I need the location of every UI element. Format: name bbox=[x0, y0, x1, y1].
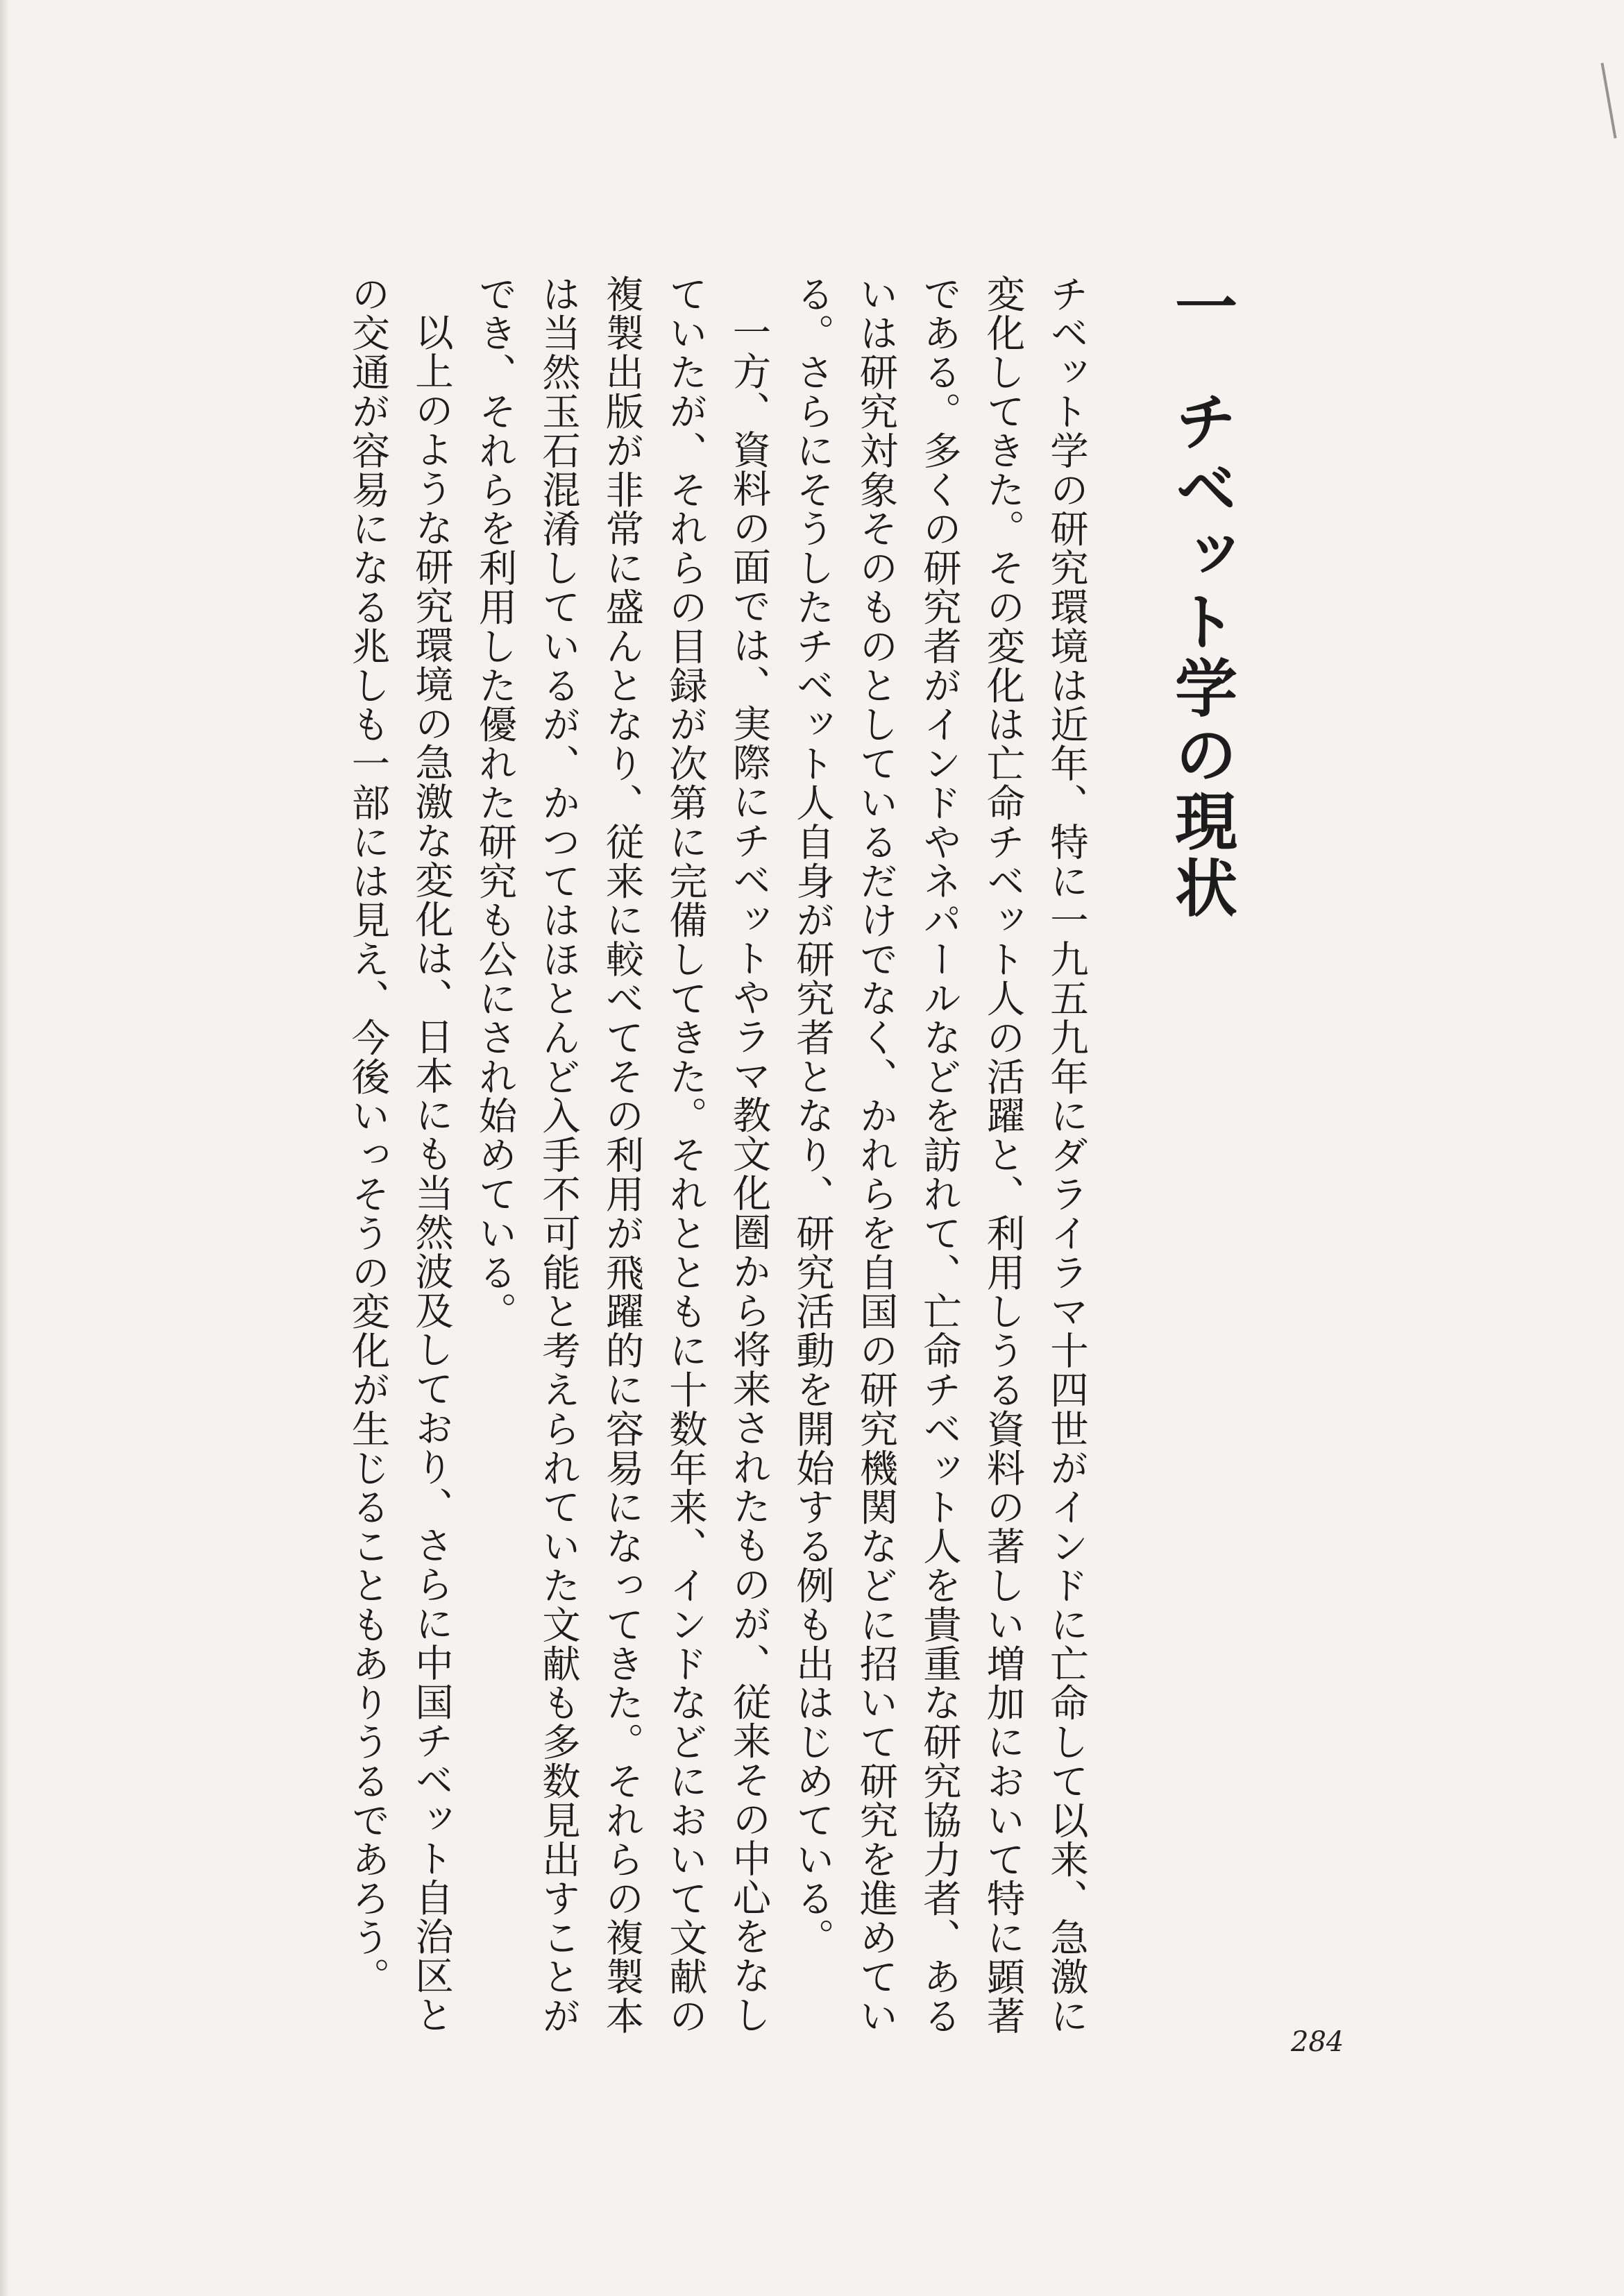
page-binding-edge bbox=[0, 0, 10, 2296]
paragraph-3: 以上のような研究環境の急激な変化は、日本にも当然波及しており、さらに中国チベット自治区との交通が容易になる兆しも一部には見え、今後いっそうの変化が生じることもありうるであろう。 bbox=[344, 274, 452, 2034]
section-title: チベット学の現状 bbox=[1164, 389, 1237, 922]
paragraph-2: 一方、資料の面では、実際にチベットやラマ教文化圏から将来されたものが、従来その中心をなしていたが、それらの目録が次第に完備してきた。それとともに十数年来、インドなどにおいて文献の複製出版が非常に盛んとなり、従来に較べてその利用が飛躍的に容易になってきた。それらの複製本は当然玉石混淆しているが、かつてはほとんど入手不可能と考えられていた文献も多数見出すことができ、それらを利用した優れた研究も公にされ始めている。 bbox=[471, 274, 770, 2035]
page-number: 284 bbox=[1291, 2026, 1344, 2058]
paragraph-1: チベット学の研究環境は近年、特に一九五九年にダライラマ十四世がインドに亡命して以来、急激に変化してきた。その変化は亡命チベット人の活躍と、利用しうる資料の著しい増加において特に顕著である。多くの研究者がインドやネパールなどを訪れて、亡命チベット人を貴重な研究協力者、あるいは研究対象そのものとしているだけでなく、かれらを自国の研究機関などに招いて研究を進めている。さらにそうしたチベット人自身が研究者となり、研究活動を開始する例も出はじめている。 bbox=[789, 274, 1088, 2035]
section-number: 一 bbox=[1164, 274, 1237, 341]
body-text bbox=[344, 274, 1097, 2050]
section-heading bbox=[1152, 274, 1249, 922]
margin-mark bbox=[1600, 62, 1616, 138]
